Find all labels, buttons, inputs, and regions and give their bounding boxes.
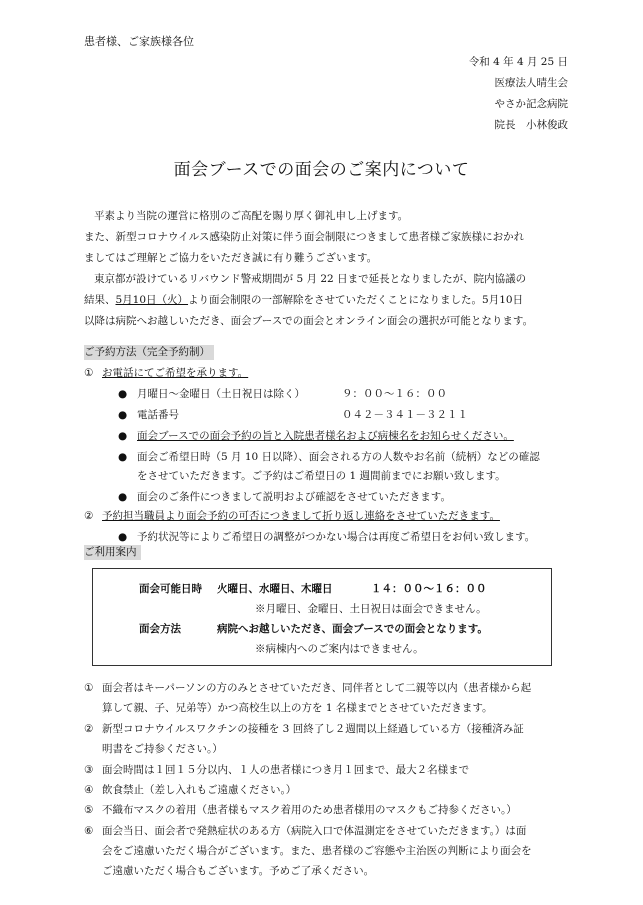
intro-line: 平素より当院の運営に格別のご高配を賜り厚く御礼申し上げます。 bbox=[94, 210, 409, 222]
reservation-notice: 面会ブースでの面会予約の旨と入院患者様名および病棟名をお知らせください。 bbox=[137, 430, 514, 442]
rule-number: ⑤ bbox=[84, 804, 94, 816]
intro-paragraph bbox=[84, 206, 584, 332]
bullet-icon: ● bbox=[118, 531, 128, 543]
intro-line: 以降は病院へお越しいただき、面会ブースでの面会とオンライン面会の選択が可能となります。 bbox=[84, 315, 534, 327]
callback-text: 予約担当職員より面会予約の可否につきまして折り返し連絡をさせていただきます。 bbox=[102, 510, 500, 522]
closed-days-note: ※月曜日、金曜日、土日祝日は面会できません。 bbox=[255, 603, 487, 615]
rule-line: 明書をご持参ください。） bbox=[102, 743, 223, 755]
usage-info-box bbox=[92, 568, 552, 666]
rule-line: ご遠慮いただく場合もございます。予めご了承ください。 bbox=[102, 865, 375, 877]
visiting-hours-label: 面会可能日時 bbox=[139, 583, 202, 595]
intro-text: より面会制限の一部解除をさせていただくことになりました。5月10日 bbox=[188, 294, 524, 306]
hours-value: ９：００～１６：００ bbox=[342, 388, 447, 400]
reopen-date: 5月10日（火） bbox=[115, 294, 189, 306]
intro-line bbox=[84, 290, 584, 311]
reschedule-line: 予約状況等によりご希望日の調整がつかない場合は再度ご希望日をお伺い致します。 bbox=[137, 531, 536, 543]
reservation-section bbox=[84, 345, 584, 545]
intro-text: 結果、 bbox=[84, 294, 116, 306]
visit-method-label: 面会方法 bbox=[139, 623, 181, 635]
rule-line: 面会当日、面会者で発熱症状のある方（病院入口で体温測定をさせていただきます。）は面 bbox=[102, 825, 527, 837]
rule-number: ④ bbox=[84, 784, 94, 796]
rule-number: ① bbox=[84, 682, 94, 694]
reservation-heading: ご予約方法（完全予約制） bbox=[84, 345, 214, 360]
rule-line: 面会者はキーパーソンの方のみとさせていただき、同伴者として二親等以内（患者様から起 bbox=[102, 682, 532, 694]
rule-line: 飲食禁止（差し入れもご遠慮ください。） bbox=[102, 784, 297, 796]
visiting-time: １４：００～１６：００ bbox=[371, 583, 487, 595]
rule-number: ⑥ bbox=[84, 825, 94, 837]
sender-block bbox=[469, 52, 568, 136]
issue-date: 令和 4 年 4 月 25 日 bbox=[468, 56, 568, 68]
intro-line: また、新型コロナウイルス感染防止対策に伴う面会制限につきまして患者様ご家族様におかれ bbox=[84, 231, 525, 243]
rule-line: 会をご遠慮いただく場合がございます。また、患者様のご容態や主治医の判断により面会を bbox=[102, 845, 532, 857]
director-name: 院長 小林俊政 bbox=[494, 119, 568, 131]
organization-name: 医療法人晴生会 bbox=[494, 77, 568, 89]
item-number: ① bbox=[84, 367, 94, 379]
phone-number: ０４２－３４１－３２１１ bbox=[342, 409, 468, 421]
usage-section bbox=[84, 545, 584, 560]
date-confirm-line: をさせていただきます。ご予約はご希望日の 1 週間前までにお願い致します。 bbox=[137, 470, 506, 482]
bullet-icon: ● bbox=[118, 430, 128, 442]
date-confirm-line: 面会ご希望日時（5 月 10 日以降）、面会される方の人数やお名前（続柄）などの確認 bbox=[137, 451, 540, 463]
bullet-icon: ● bbox=[118, 491, 128, 503]
visiting-days: 火曜日、水曜日、木曜日 bbox=[217, 583, 333, 595]
rule-line: 算して親、子、兄弟等）かつ高校生以上の方を 1 名様までとさせていただきます。 bbox=[102, 702, 493, 714]
hospital-name: やさか記念病院 bbox=[494, 98, 568, 110]
bullet-icon: ● bbox=[118, 409, 128, 421]
rule-number: ② bbox=[84, 723, 94, 735]
usage-heading: ご利用案内 bbox=[84, 545, 141, 560]
intro-line: ましてはご理解とご協力をいただき誠に有り難うございます。 bbox=[84, 252, 378, 264]
bullet-icon: ● bbox=[118, 451, 128, 463]
ward-note: ※病棟内へのご案内はできません。 bbox=[255, 643, 424, 655]
bullet-icon: ● bbox=[118, 388, 128, 400]
addressee: 患者様、ご家族様各位 bbox=[84, 35, 194, 48]
intro-line: 東京都が設けているリバウンド警戒期間が 5 月 22 日まで延長となりましたが、院内協議の bbox=[94, 273, 527, 285]
phone-reservation-text: お電話にてご希望を承ります。 bbox=[102, 367, 249, 379]
item-number: ② bbox=[84, 510, 94, 522]
conditions-line: 面会のご条件につきまして説明および確認をさせていただきます。 bbox=[137, 491, 451, 503]
rule-number: ③ bbox=[84, 764, 94, 776]
visit-method-text: 病院へお越しいただき、面会ブースでの面会となります。 bbox=[217, 623, 488, 635]
hours-label: 月曜日～金曜日（土日祝日は除く） bbox=[137, 388, 305, 400]
rule-line: 新型コロナウイルスワクチンの接種を 3 回終了し２週間以上経過している方（接種済み証 bbox=[102, 723, 524, 735]
document-title: 面会ブースでの面会のご案内について bbox=[173, 160, 470, 180]
rule-line: 不織布マスクの着用（患者様もマスク着用のため患者様用のマスクもご持参ください。） bbox=[102, 804, 517, 816]
phone-label: 電話番号 bbox=[137, 409, 179, 421]
rule-line: 面会時間は１回１５分以内、１人の患者様につき月１回まで、最大２名様まで bbox=[102, 764, 470, 776]
